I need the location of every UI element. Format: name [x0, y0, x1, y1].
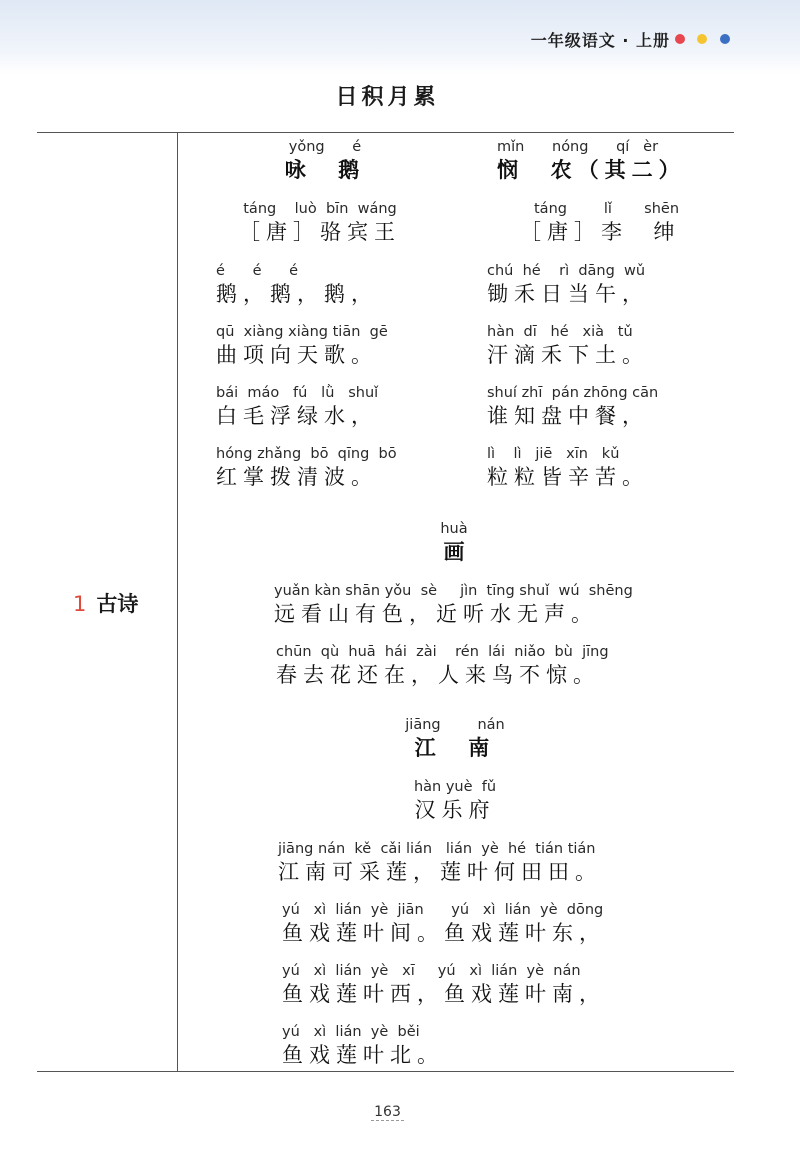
column-divider: [177, 133, 178, 1071]
hanzi-line: 春去花还在，人来鸟不惊。: [276, 663, 600, 687]
book-label: 一年级语文 · 上册: [530, 31, 670, 50]
poem-line: [282, 1023, 444, 1069]
hanzi-line: 锄禾日当午，: [487, 282, 649, 306]
poem-title: 咏 鹅: [284, 158, 366, 182]
pinyin-line: jiāng nán kě cǎi lián lián yè hé tián tián: [278, 841, 596, 857]
hanzi-line: 远看山有色，近听水无声。: [274, 602, 598, 626]
blue-dot-icon: [720, 34, 730, 44]
pinyin-line: hàn dī hé xià tǔ: [487, 324, 633, 340]
poem-line: [216, 262, 378, 308]
pinyin-line: mǐn nóng qí èr: [497, 139, 659, 155]
pinyin-line: yuǎn kàn shān yǒu sè jìn tīng shuǐ wú shēng: [274, 583, 633, 599]
poem-author-block: [414, 778, 496, 824]
poem-line: [216, 323, 388, 369]
page-title: 日积月累: [335, 85, 440, 110]
poem-line: [278, 840, 602, 886]
pinyin-line: é é é: [216, 263, 299, 279]
hanzi-line: 粒粒皆辛苦。: [487, 465, 649, 489]
hanzi-line: 鱼戏莲叶西，鱼戏莲叶南，: [282, 982, 606, 1006]
pinyin-line: táng lǐ shēn: [534, 201, 680, 217]
section-title: 古诗: [96, 592, 139, 616]
page-number-text: 163: [371, 1104, 404, 1121]
pinyin-line: huà: [440, 521, 468, 537]
bottom-divider: [37, 1071, 734, 1072]
pinyin-line: jiāng nán: [405, 717, 505, 733]
pinyin-line: hàn yuè fǔ: [413, 779, 497, 795]
poem-author: ［唐］李 绅: [520, 220, 681, 244]
poem-title: 画: [443, 540, 465, 564]
hanzi-line: 鹅，鹅，鹅，: [216, 282, 378, 306]
pinyin-line: yú xì lián yè jiān yú xì lián yè dōng: [282, 902, 604, 918]
hanzi-line: 汗滴禾下土。: [487, 343, 649, 367]
yellow-dot-icon: [697, 34, 707, 44]
poem-line: [276, 643, 609, 689]
red-dot-icon: [675, 34, 685, 44]
page-number: [0, 1104, 775, 1120]
hanzi-line: 曲项向天歌。: [216, 343, 378, 367]
poem-title-block: [497, 138, 686, 184]
section-number: 1: [73, 592, 87, 616]
pinyin-line: yǒng é: [288, 139, 362, 155]
pinyin-line: yú xì lián yè běi: [282, 1024, 420, 1040]
hanzi-line: 谁知盘中餐，: [487, 404, 649, 428]
poem-line: [487, 262, 649, 308]
header-bar: [0, 0, 800, 74]
poem-author: ［唐］骆宾王: [239, 220, 401, 244]
poem-line: [216, 384, 378, 430]
top-divider: [37, 132, 734, 133]
poem-line: [282, 962, 606, 1008]
poem-title-block: [405, 716, 504, 762]
pinyin-line: shuí zhī pán zhōng cān: [487, 385, 659, 401]
poem-author-block: [520, 200, 680, 246]
section-label: [73, 588, 138, 618]
pinyin-line: bái máo fú lǜ shuǐ: [216, 385, 379, 401]
poem-title-block: [440, 520, 467, 566]
pinyin-line: chú hé rì dāng wǔ: [487, 263, 646, 279]
pinyin-line: táng luò bīn wáng: [243, 201, 397, 217]
poem-title: 江 南: [414, 736, 496, 760]
pinyin-line: hóng zhǎng bō qīng bō: [216, 446, 397, 462]
hanzi-line: 白毛浮绿水，: [216, 404, 378, 428]
hanzi-line: 江南可采莲，莲叶何田田。: [278, 860, 602, 884]
pinyin-line: yú xì lián yè xī yú xì lián yè nán: [282, 963, 581, 979]
poem-author: 汉乐府: [414, 798, 496, 822]
poem-line: [282, 901, 606, 947]
poem-author-block: [239, 200, 401, 246]
poem-title-block: [285, 138, 366, 184]
pinyin-line: chūn qù huā hái zài rén lái niǎo bù jīng: [276, 644, 609, 660]
pinyin-line: lì lì jiē xīn kǔ: [487, 446, 620, 462]
poem-line: [274, 582, 633, 628]
pinyin-line: qū xiàng xiàng tiān gē: [216, 324, 388, 340]
poem-line: [487, 384, 658, 430]
hanzi-line: 红掌拨清波。: [216, 465, 378, 489]
poem-line: [487, 445, 649, 491]
poem-line: [216, 445, 397, 491]
poem-title: 悯 农（其二）: [497, 158, 686, 182]
poem-line: [487, 323, 649, 369]
hanzi-line: 鱼戏莲叶北。: [282, 1043, 444, 1067]
hanzi-line: 鱼戏莲叶间。鱼戏莲叶东，: [282, 921, 606, 945]
